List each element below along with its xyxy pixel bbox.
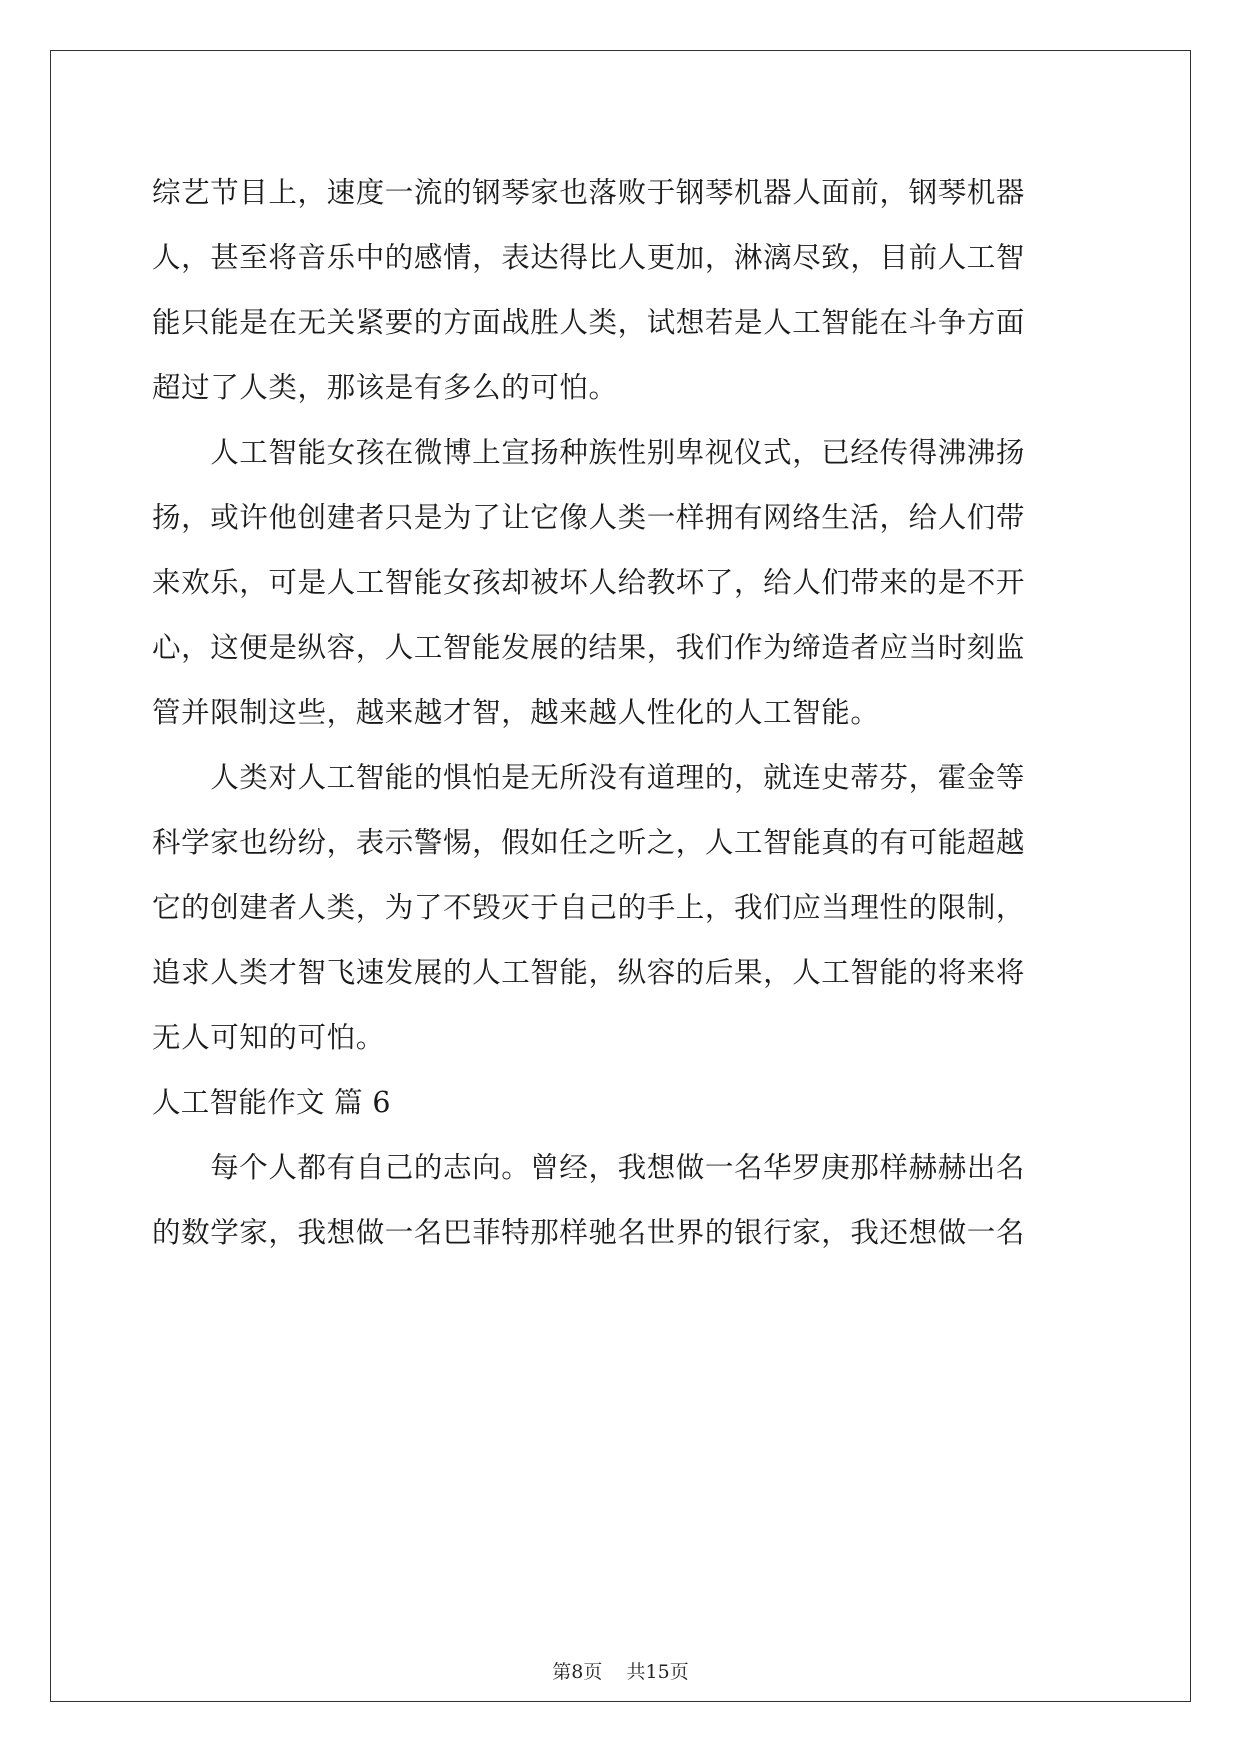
- paragraph-4: [152, 1135, 1092, 1265]
- text-line: 来欢乐，可是人工智能女孩却被坏人给教坏了，给人们带来的是不开: [152, 566, 1026, 599]
- document-body: [152, 160, 1092, 1265]
- text-line: 人，甚至将音乐中的感情，表达得比人更加，淋漓尽致，目前人工智: [152, 241, 1026, 274]
- text-line: 管并限制这些，越来越才智，越来越人性化的人工智能。: [152, 696, 880, 729]
- text-line: 超过了人类，那该是有多么的可怕。: [152, 371, 618, 404]
- section-heading: 人工智能作文 篇 6: [152, 1086, 391, 1119]
- text-line: 人工智能女孩在微博上宣扬种族性别卑视仪式，已经传得沸沸扬: [152, 436, 1026, 469]
- text-line: 的数学家，我想做一名巴菲特那样驰名世界的银行家，我还想做一名: [152, 1216, 1026, 1249]
- paragraph-2: [152, 420, 1092, 745]
- text-line: 科学家也纷纷，表示警惕，假如任之听之，人工智能真的有可能超越: [152, 826, 1026, 859]
- paragraph-1: [152, 160, 1092, 420]
- page-number-label: 第8页 共15页: [552, 1661, 689, 1683]
- page-footer: [0, 1660, 1241, 1684]
- text-line: 追求人类才智飞速发展的人工智能，纵容的后果，人工智能的将来将: [152, 956, 1026, 989]
- text-line: 人类对人工智能的惧怕是无所没有道理的，就连史蒂芬，霍金等: [152, 761, 1026, 794]
- paragraph-3: [152, 745, 1092, 1070]
- text-line: 无人可知的可怕。: [152, 1021, 385, 1054]
- text-line: 它的创建者人类，为了不毁灭于自己的手上，我们应当理性的限制，: [152, 891, 1026, 924]
- text-line: 能只能是在无关紧要的方面战胜人类，试想若是人工智能在斗争方面: [152, 306, 1026, 339]
- text-line: 扬，或许他创建者只是为了让它像人类一样拥有网络生活，给人们带: [152, 501, 1026, 534]
- text-line: 每个人都有自己的志向。曾经，我想做一名华罗庚那样赫赫出名: [152, 1151, 1026, 1184]
- text-line: 综艺节目上，速度一流的钢琴家也落败于钢琴机器人面前，钢琴机器: [152, 176, 1026, 209]
- text-line: 心，这便是纵容，人工智能发展的结果，我们作为缔造者应当时刻监: [152, 631, 1026, 664]
